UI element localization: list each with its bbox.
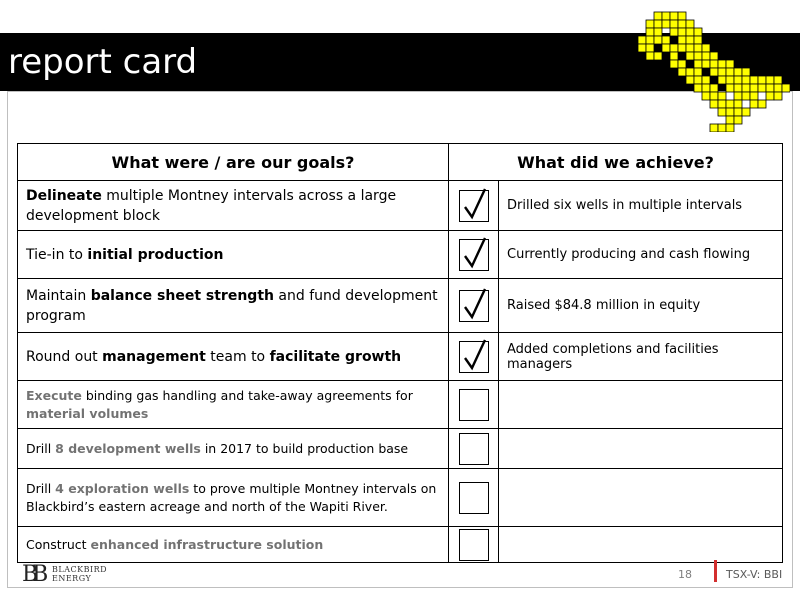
table-header-row — [18, 144, 783, 181]
checkbox[interactable] — [459, 433, 489, 465]
slide-title: report card — [8, 42, 198, 82]
achievement-cell — [499, 469, 783, 527]
goal-text: Round out — [26, 348, 103, 365]
goal-emphasis: facilitate growth — [269, 348, 402, 365]
stock-ticker: TSX-V: BBI — [726, 568, 783, 581]
goal-emphasis: 4 exploration wells — [55, 480, 190, 496]
achievement-cell — [499, 527, 783, 563]
goal-text: Drill — [26, 440, 56, 456]
goal-text: in 2017 to build production base — [200, 440, 409, 456]
table-row — [18, 181, 783, 231]
goal-cell — [18, 231, 449, 279]
achievement-cell: Raised $84.8 million in equity — [499, 279, 783, 333]
goals-header: What were / are our goals? — [18, 144, 449, 181]
check-cell — [449, 231, 499, 279]
logo-wordmark — [52, 565, 107, 583]
checkbox[interactable] — [459, 341, 489, 373]
goal-emphasis: management — [102, 348, 206, 365]
achievement-cell — [499, 381, 783, 429]
checkmark-icon — [462, 187, 488, 221]
table-row — [18, 231, 783, 279]
goal-text: Construct — [26, 536, 91, 552]
check-cell — [449, 333, 499, 381]
checkbox[interactable] — [459, 389, 489, 421]
achievement-cell: Added completions and facilities managers — [499, 333, 783, 381]
goal-text: Drill — [26, 480, 56, 496]
table-row — [18, 381, 783, 429]
goal-text: and fund development program — [26, 287, 438, 324]
table-row — [18, 333, 783, 381]
table-row — [18, 429, 783, 469]
table-row — [18, 279, 783, 333]
checkmark-icon — [462, 236, 488, 270]
logo-line2: ENERGY — [52, 574, 92, 583]
goal-text: multiple Montney intervals across a large development block — [26, 187, 397, 224]
footer-divider — [714, 560, 717, 582]
goal-cell — [18, 333, 449, 381]
goal-emphasis: 8 development wells — [55, 440, 201, 456]
logo-monogram: BB — [22, 562, 43, 587]
check-cell — [449, 527, 499, 563]
checkmark-icon — [462, 287, 488, 321]
goal-cell — [18, 181, 449, 231]
check-cell — [449, 381, 499, 429]
goal-emphasis: material volumes — [26, 405, 149, 421]
report-card-table — [17, 143, 783, 563]
goal-emphasis: Delineate — [26, 187, 102, 204]
checkbox[interactable] — [459, 239, 489, 271]
goal-text: Tie-in to — [26, 246, 88, 263]
checkbox[interactable] — [459, 190, 489, 222]
page-number: 18 — [678, 568, 692, 581]
achieved-header: What did we achieve? — [449, 144, 783, 181]
goal-text: to prove multiple Montney intervals on Blackbird’s eastern acreage and north of the Wapiti River. — [26, 480, 437, 514]
check-cell — [449, 469, 499, 527]
goal-emphasis: balance sheet strength — [90, 287, 274, 304]
pixel-bird-logo-icon — [630, 4, 790, 132]
table-row — [18, 527, 783, 563]
goal-cell — [18, 381, 449, 429]
goal-cell — [18, 429, 449, 469]
checkmark-icon — [462, 338, 488, 372]
goal-cell — [18, 279, 449, 333]
goal-cell — [18, 527, 449, 563]
goal-emphasis: initial production — [87, 246, 224, 263]
goal-cell — [18, 469, 449, 527]
checkbox[interactable] — [459, 529, 489, 561]
achievement-cell: Currently producing and cash flowing — [499, 231, 783, 279]
goal-emphasis: Execute — [26, 387, 82, 403]
table-row — [18, 469, 783, 527]
goal-text: Maintain — [26, 287, 91, 304]
company-logo — [22, 562, 122, 588]
goal-emphasis: enhanced infrastructure solution — [90, 536, 324, 552]
check-cell — [449, 279, 499, 333]
check-cell — [449, 429, 499, 469]
goal-text: team to — [205, 348, 270, 365]
checkbox[interactable] — [459, 290, 489, 322]
check-cell — [449, 181, 499, 231]
logo-line1: BLACKBIRD — [52, 565, 108, 574]
goal-text: binding gas handling and take-away agreements for — [81, 387, 413, 403]
checkbox[interactable] — [459, 482, 489, 514]
achievement-cell: Drilled six wells in multiple intervals — [499, 181, 783, 231]
achievement-cell — [499, 429, 783, 469]
